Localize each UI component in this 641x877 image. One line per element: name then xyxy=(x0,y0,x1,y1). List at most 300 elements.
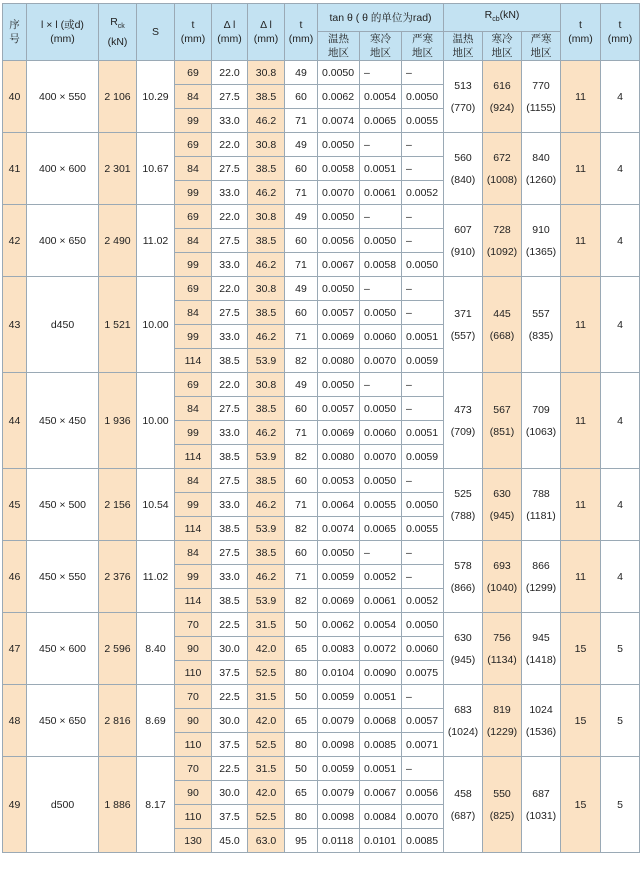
cell-dl2: 42.0 xyxy=(248,709,285,733)
cell-dl1: 33.0 xyxy=(212,325,248,349)
rcb-value-paren: (825) xyxy=(489,809,515,822)
cell-tan-cold: 0.0061 xyxy=(360,181,402,205)
cell-t: 70 xyxy=(175,613,212,637)
cell-seq: 46 xyxy=(3,541,27,613)
table-row xyxy=(3,469,640,493)
cell-dl1: 22.0 xyxy=(212,373,248,397)
rcb-value-paren: (1063) xyxy=(525,425,557,438)
cell-tan-cold: 0.0051 xyxy=(360,757,402,781)
rcb-value: 567 xyxy=(493,403,511,416)
rcb-value-paren: (557) xyxy=(450,329,476,342)
cell-t: 114 xyxy=(175,589,212,613)
rcb-value: 866 xyxy=(532,559,550,572)
cell-tan-severe: – xyxy=(402,469,444,493)
rcb-value-paren: (788) xyxy=(450,509,476,522)
cell-tan-cold: 0.0072 xyxy=(360,637,402,661)
cell-t1: 11 xyxy=(561,373,601,469)
rcb-value: 525 xyxy=(454,487,472,500)
cell-te: 82 xyxy=(285,589,318,613)
cell-size: 400 × 550 xyxy=(27,61,99,133)
cell-tan-severe: 0.0075 xyxy=(402,661,444,685)
cell-dl1: 30.0 xyxy=(212,781,248,805)
cell-tan-cold: 0.0085 xyxy=(360,733,402,757)
cell-tan-cold: – xyxy=(360,205,402,229)
rcb-value-paren: (1031) xyxy=(525,809,557,822)
cell-rcb-cold xyxy=(483,61,522,133)
cell-rcb-warm xyxy=(444,469,483,541)
cell-dl2: 30.8 xyxy=(248,61,285,85)
cell-s: 10.29 xyxy=(137,61,175,133)
rcb-value-paren: (1229) xyxy=(486,725,518,738)
cell-seq: 49 xyxy=(3,757,27,853)
rcb-value-paren: (1299) xyxy=(525,581,557,594)
cell-te: 50 xyxy=(285,685,318,709)
cell-tan-cold: 0.0050 xyxy=(360,301,402,325)
cell-tan-warm: 0.0098 xyxy=(318,733,360,757)
rcb-value: 672 xyxy=(493,151,511,164)
rcb-value: 840 xyxy=(532,151,550,164)
cell-tan-severe: – xyxy=(402,133,444,157)
rcb-value: 557 xyxy=(532,307,550,320)
cell-rcb-severe xyxy=(522,61,561,133)
rcb-value: 945 xyxy=(532,631,550,644)
cell-dl2: 31.5 xyxy=(248,685,285,709)
cell-dl1: 27.5 xyxy=(212,229,248,253)
table-row xyxy=(3,277,640,301)
rcb-value: 709 xyxy=(532,403,550,416)
cell-rcb-severe xyxy=(522,277,561,373)
rcb-value-paren: (910) xyxy=(450,245,476,258)
rcb-value: 756 xyxy=(493,631,511,644)
cell-tan-warm: 0.0053 xyxy=(318,469,360,493)
cell-tan-severe: 0.0050 xyxy=(402,613,444,637)
cell-dl1: 33.0 xyxy=(212,253,248,277)
rcb-value: 1024 xyxy=(529,703,553,716)
header-rck: $R_{ck}$ (kN) xyxy=(99,4,137,61)
rcb-value-paren: (1181) xyxy=(526,509,556,522)
cell-dl1: 27.5 xyxy=(212,157,248,181)
cell-t: 99 xyxy=(175,421,212,445)
rcb-value: 770 xyxy=(532,79,550,92)
cell-rck: 2 816 xyxy=(99,685,137,757)
cell-rcb-severe xyxy=(522,541,561,613)
cell-size: 450 × 450 xyxy=(27,373,99,469)
cell-tan-cold: 0.0054 xyxy=(360,85,402,109)
rcb-value-paren: (1134) xyxy=(487,653,517,666)
cell-tan-cold: 0.0068 xyxy=(360,709,402,733)
cell-dl1: 33.0 xyxy=(212,181,248,205)
cell-s: 8.69 xyxy=(137,685,175,757)
cell-seq: 41 xyxy=(3,133,27,205)
rcb-value-paren: (770) xyxy=(450,101,476,114)
rcb-value: 616 xyxy=(493,79,511,92)
cell-tan-warm: 0.0079 xyxy=(318,709,360,733)
cell-tan-severe: 0.0050 xyxy=(402,85,444,109)
cell-tan-severe: – xyxy=(402,205,444,229)
cell-tan-severe: – xyxy=(402,61,444,85)
cell-dl2: 46.2 xyxy=(248,109,285,133)
cell-t: 84 xyxy=(175,85,212,109)
cell-dl1: 30.0 xyxy=(212,709,248,733)
cell-tan-warm: 0.0057 xyxy=(318,301,360,325)
cell-tan-warm: 0.0079 xyxy=(318,781,360,805)
rcb-value: 445 xyxy=(493,307,511,320)
cell-tan-cold: 0.0090 xyxy=(360,661,402,685)
cell-te: 49 xyxy=(285,133,318,157)
cell-rck: 1 886 xyxy=(99,757,137,853)
cell-te: 60 xyxy=(285,301,318,325)
cell-t2: 4 xyxy=(601,133,640,205)
header-rcb-severe: 严寒地区 xyxy=(522,32,561,61)
cell-rck: 2 596 xyxy=(99,613,137,685)
cell-tan-severe: 0.0052 xyxy=(402,589,444,613)
rcb-value: 371 xyxy=(454,307,472,320)
cell-size: 400 × 600 xyxy=(27,133,99,205)
cell-t2: 5 xyxy=(601,613,640,685)
table-row xyxy=(3,613,640,637)
rcb-value-paren: (840) xyxy=(450,173,476,186)
cell-size: 450 × 600 xyxy=(27,613,99,685)
cell-dl2: 52.5 xyxy=(248,805,285,829)
rcb-value-paren: (668) xyxy=(489,329,515,342)
cell-te: 65 xyxy=(285,781,318,805)
cell-tan-warm: 0.0059 xyxy=(318,565,360,589)
rcb-value: 683 xyxy=(454,703,472,716)
cell-te: 71 xyxy=(285,253,318,277)
cell-t: 84 xyxy=(175,229,212,253)
cell-te: 50 xyxy=(285,613,318,637)
cell-dl2: 53.9 xyxy=(248,349,285,373)
cell-dl1: 27.5 xyxy=(212,469,248,493)
cell-t: 114 xyxy=(175,517,212,541)
cell-tan-cold: 0.0060 xyxy=(360,325,402,349)
cell-t1: 11 xyxy=(561,541,601,613)
header-rcb-warm: 温热地区 xyxy=(444,32,483,61)
cell-tan-cold: 0.0051 xyxy=(360,157,402,181)
rcb-value: 578 xyxy=(454,559,472,572)
cell-rcb-warm xyxy=(444,685,483,757)
cell-dl2: 38.5 xyxy=(248,157,285,181)
cell-t: 84 xyxy=(175,469,212,493)
cell-rck: 2 301 xyxy=(99,133,137,205)
cell-tan-cold: 0.0065 xyxy=(360,517,402,541)
cell-s: 8.40 xyxy=(137,613,175,685)
cell-tan-severe: – xyxy=(402,565,444,589)
header-tan: tan θ ( θ 的单位为rad) xyxy=(318,4,444,32)
rcb-value-paren: (687) xyxy=(450,809,476,822)
header-seq: 序号 xyxy=(3,4,27,61)
rcb-value-paren: (924) xyxy=(489,101,515,114)
cell-tan-warm: 0.0059 xyxy=(318,685,360,709)
cell-tan-cold: – xyxy=(360,373,402,397)
table-row xyxy=(3,373,640,397)
rcb-value: 819 xyxy=(493,703,511,716)
cell-te: 60 xyxy=(285,469,318,493)
cell-t1: 11 xyxy=(561,277,601,373)
rcb-value-paren: (1040) xyxy=(486,581,518,594)
rcb-value: 910 xyxy=(532,223,550,236)
cell-te: 71 xyxy=(285,181,318,205)
cell-size: 450 × 500 xyxy=(27,469,99,541)
cell-tan-warm: 0.0080 xyxy=(318,445,360,469)
cell-tan-severe: – xyxy=(402,685,444,709)
header-t: t (mm) xyxy=(175,4,212,61)
cell-t: 70 xyxy=(175,685,212,709)
cell-t: 99 xyxy=(175,325,212,349)
cell-s: 10.00 xyxy=(137,277,175,373)
cell-t1: 15 xyxy=(561,613,601,685)
cell-tan-warm: 0.0050 xyxy=(318,205,360,229)
cell-te: 60 xyxy=(285,229,318,253)
cell-tan-warm: 0.0050 xyxy=(318,133,360,157)
header-tan-cold: 寒冷地区 xyxy=(360,32,402,61)
cell-seq: 47 xyxy=(3,613,27,685)
cell-dl2: 46.2 xyxy=(248,493,285,517)
cell-dl2: 46.2 xyxy=(248,253,285,277)
cell-tan-severe: – xyxy=(402,541,444,565)
cell-dl1: 33.0 xyxy=(212,109,248,133)
cell-tan-severe: 0.0060 xyxy=(402,637,444,661)
cell-dl2: 38.5 xyxy=(248,541,285,565)
cell-tan-cold: 0.0067 xyxy=(360,781,402,805)
table-row xyxy=(3,757,640,781)
cell-t2: 5 xyxy=(601,685,640,757)
cell-rcb-cold xyxy=(483,613,522,685)
cell-t2: 4 xyxy=(601,277,640,373)
cell-te: 50 xyxy=(285,757,318,781)
cell-tan-severe: 0.0055 xyxy=(402,109,444,133)
cell-tan-severe: 0.0050 xyxy=(402,493,444,517)
cell-dl2: 38.5 xyxy=(248,85,285,109)
cell-t1: 11 xyxy=(561,205,601,277)
cell-rcb-severe xyxy=(522,373,561,469)
cell-te: 71 xyxy=(285,109,318,133)
cell-rck: 1 521 xyxy=(99,277,137,373)
cell-t1: 11 xyxy=(561,469,601,541)
cell-te: 49 xyxy=(285,277,318,301)
cell-tan-warm: 0.0070 xyxy=(318,181,360,205)
cell-rck: 1 936 xyxy=(99,373,137,469)
cell-dl1: 38.5 xyxy=(212,349,248,373)
cell-t: 110 xyxy=(175,733,212,757)
cell-dl1: 22.0 xyxy=(212,205,248,229)
cell-tan-cold: 0.0084 xyxy=(360,805,402,829)
cell-tan-severe: 0.0055 xyxy=(402,517,444,541)
cell-rck: 2 106 xyxy=(99,61,137,133)
rcb-value-paren: (709) xyxy=(450,425,476,438)
cell-s: 8.17 xyxy=(137,757,175,853)
cell-tan-warm: 0.0057 xyxy=(318,397,360,421)
header-t2: t (mm) xyxy=(601,4,640,61)
cell-rcb-warm xyxy=(444,133,483,205)
cell-dl2: 46.2 xyxy=(248,181,285,205)
cell-rcb-severe xyxy=(522,613,561,685)
cell-tan-warm: 0.0062 xyxy=(318,85,360,109)
cell-te: 60 xyxy=(285,397,318,421)
header-tan-severe: 严寒地区 xyxy=(402,32,444,61)
cell-t: 110 xyxy=(175,661,212,685)
cell-tan-severe: 0.0050 xyxy=(402,253,444,277)
cell-t: 99 xyxy=(175,565,212,589)
cell-rcb-cold xyxy=(483,277,522,373)
cell-tan-cold: – xyxy=(360,133,402,157)
cell-t: 110 xyxy=(175,805,212,829)
cell-tan-warm: 0.0069 xyxy=(318,421,360,445)
table-row xyxy=(3,133,640,157)
cell-dl1: 38.5 xyxy=(212,445,248,469)
cell-tan-severe: 0.0059 xyxy=(402,445,444,469)
cell-dl1: 33.0 xyxy=(212,421,248,445)
cell-tan-cold: 0.0061 xyxy=(360,589,402,613)
cell-rck: 2 376 xyxy=(99,541,137,613)
cell-t: 69 xyxy=(175,277,212,301)
rcb-value-paren: (1092) xyxy=(486,245,518,258)
cell-t: 130 xyxy=(175,829,212,853)
cell-dl2: 30.8 xyxy=(248,373,285,397)
cell-dl1: 27.5 xyxy=(212,301,248,325)
rcb-value: 728 xyxy=(493,223,511,236)
cell-dl1: 22.0 xyxy=(212,277,248,301)
cell-te: 60 xyxy=(285,541,318,565)
cell-tan-cold: 0.0065 xyxy=(360,109,402,133)
cell-te: 60 xyxy=(285,85,318,109)
cell-tan-warm: 0.0050 xyxy=(318,277,360,301)
cell-rcb-warm xyxy=(444,613,483,685)
table-body xyxy=(3,61,640,853)
cell-dl1: 22.5 xyxy=(212,685,248,709)
cell-t: 99 xyxy=(175,493,212,517)
rcb-value-paren: (1260) xyxy=(525,173,557,186)
cell-te: 65 xyxy=(285,637,318,661)
cell-dl1: 38.5 xyxy=(212,589,248,613)
cell-rcb-cold xyxy=(483,205,522,277)
rcb-value: 473 xyxy=(454,403,472,416)
cell-size: d450 xyxy=(27,277,99,373)
cell-te: 49 xyxy=(285,205,318,229)
table-row xyxy=(3,685,640,709)
rcb-value: 560 xyxy=(454,151,472,164)
rcb-value-paren: (1365) xyxy=(525,245,557,258)
cell-dl2: 38.5 xyxy=(248,229,285,253)
header-rcb-cold: 寒冷地区 xyxy=(483,32,522,61)
cell-dl2: 31.5 xyxy=(248,757,285,781)
rcb-value-paren: (1536) xyxy=(525,725,557,738)
cell-dl1: 33.0 xyxy=(212,565,248,589)
cell-tan-cold: 0.0052 xyxy=(360,565,402,589)
rcb-value: 630 xyxy=(454,631,472,644)
cell-t: 114 xyxy=(175,445,212,469)
cell-t: 70 xyxy=(175,757,212,781)
rcb-value-paren: (1418) xyxy=(525,653,557,666)
cell-dl1: 22.0 xyxy=(212,61,248,85)
cell-rcb-warm xyxy=(444,277,483,373)
cell-tan-cold: 0.0050 xyxy=(360,397,402,421)
cell-dl2: 53.9 xyxy=(248,517,285,541)
rcb-value-paren: (851) xyxy=(489,425,515,438)
cell-tan-severe: 0.0052 xyxy=(402,181,444,205)
cell-tan-warm: 0.0064 xyxy=(318,493,360,517)
cell-tan-severe: 0.0070 xyxy=(402,805,444,829)
cell-tan-warm: 0.0069 xyxy=(318,589,360,613)
cell-tan-severe: 0.0056 xyxy=(402,781,444,805)
cell-tan-cold: 0.0054 xyxy=(360,613,402,637)
cell-tan-warm: 0.0056 xyxy=(318,229,360,253)
header-dl2: Δ l (mm) xyxy=(248,4,285,61)
cell-tan-severe: 0.0051 xyxy=(402,325,444,349)
cell-t2: 5 xyxy=(601,757,640,853)
rcb-value: 513 xyxy=(454,79,472,92)
cell-tan-severe: – xyxy=(402,397,444,421)
cell-te: 82 xyxy=(285,445,318,469)
rcb-value: 693 xyxy=(493,559,511,572)
header-dl1: Δ l (mm) xyxy=(212,4,248,61)
cell-seq: 40 xyxy=(3,61,27,133)
cell-t: 90 xyxy=(175,637,212,661)
cell-te: 49 xyxy=(285,373,318,397)
table-row xyxy=(3,61,640,85)
cell-rcb-warm xyxy=(444,373,483,469)
cell-tan-warm: 0.0118 xyxy=(318,829,360,853)
cell-rcb-cold xyxy=(483,133,522,205)
cell-tan-warm: 0.0062 xyxy=(318,613,360,637)
cell-rcb-severe xyxy=(522,757,561,853)
cell-seq: 43 xyxy=(3,277,27,373)
cell-te: 71 xyxy=(285,493,318,517)
cell-tan-cold: – xyxy=(360,61,402,85)
cell-t: 114 xyxy=(175,349,212,373)
cell-size: 450 × 550 xyxy=(27,541,99,613)
cell-tan-severe: 0.0071 xyxy=(402,733,444,757)
cell-t1: 11 xyxy=(561,133,601,205)
rcb-value-paren: (835) xyxy=(528,329,554,342)
cell-dl1: 22.5 xyxy=(212,613,248,637)
cell-tan-cold: 0.0060 xyxy=(360,421,402,445)
cell-size: 450 × 650 xyxy=(27,685,99,757)
cell-tan-warm: 0.0098 xyxy=(318,805,360,829)
cell-tan-warm: 0.0083 xyxy=(318,637,360,661)
cell-s: 10.67 xyxy=(137,133,175,205)
header-s: S xyxy=(137,4,175,61)
cell-tan-cold: 0.0101 xyxy=(360,829,402,853)
cell-dl1: 38.5 xyxy=(212,517,248,541)
cell-t: 99 xyxy=(175,181,212,205)
cell-tan-warm: 0.0074 xyxy=(318,517,360,541)
cell-s: 11.02 xyxy=(137,205,175,277)
cell-seq: 45 xyxy=(3,469,27,541)
cell-dl1: 37.5 xyxy=(212,733,248,757)
cell-t: 69 xyxy=(175,133,212,157)
cell-dl2: 52.5 xyxy=(248,733,285,757)
header-t1: t (mm) xyxy=(561,4,601,61)
cell-s: 10.00 xyxy=(137,373,175,469)
cell-tan-cold: 0.0051 xyxy=(360,685,402,709)
cell-dl2: 38.5 xyxy=(248,397,285,421)
cell-tan-severe: – xyxy=(402,229,444,253)
cell-tan-warm: 0.0050 xyxy=(318,61,360,85)
cell-rcb-warm xyxy=(444,541,483,613)
cell-size: d500 xyxy=(27,757,99,853)
cell-dl2: 63.0 xyxy=(248,829,285,853)
cell-tan-severe: 0.0085 xyxy=(402,829,444,853)
cell-tan-warm: 0.0050 xyxy=(318,373,360,397)
cell-tan-cold: 0.0055 xyxy=(360,493,402,517)
cell-rcb-cold xyxy=(483,757,522,853)
cell-t: 84 xyxy=(175,301,212,325)
rcb-value-paren: (945) xyxy=(450,653,476,666)
cell-tan-cold: – xyxy=(360,277,402,301)
cell-te: 71 xyxy=(285,325,318,349)
cell-t: 99 xyxy=(175,109,212,133)
